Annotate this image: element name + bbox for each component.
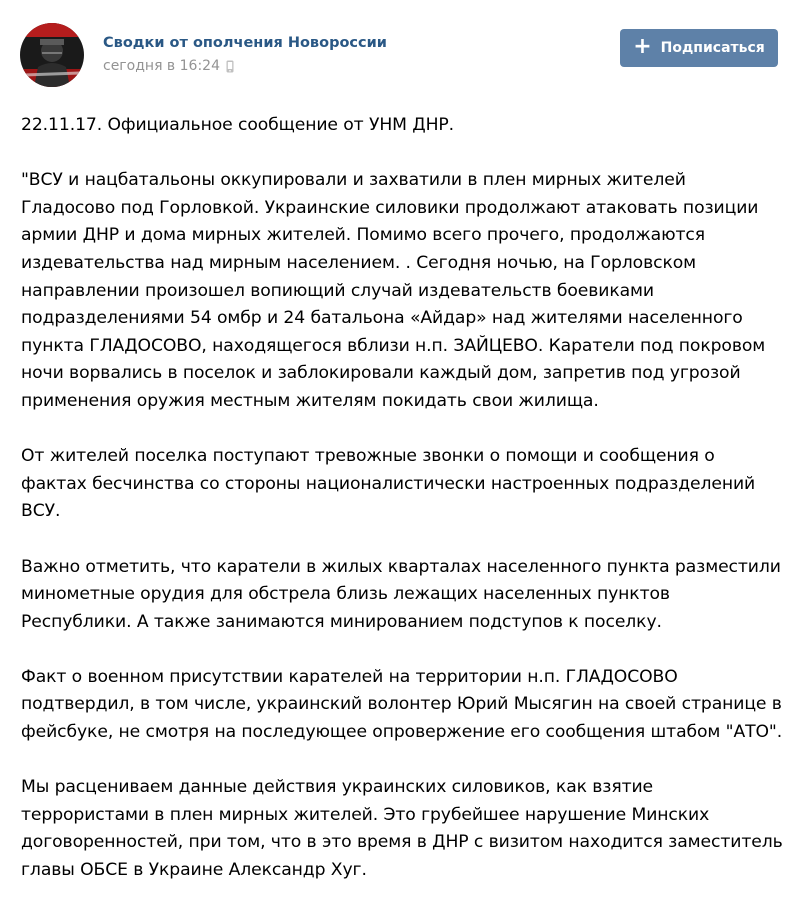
post-meta — [103, 58, 234, 74]
post-text — [21, 112, 783, 912]
group-avatar-icon[interactable] — [20, 23, 84, 87]
subscribe-label: Подписаться — [660, 40, 765, 56]
post-paragraph: Важно отметить, что каратели в жилых кварталах населенного пункта разместили минометные орудия для обстрела близь лежащих населенных пунктов Республики. А также занимаются минированием подступов к поселку. — [21, 556, 781, 632]
post-time[interactable]: сегодня в 16:24 — [103, 58, 220, 74]
plus-icon: + — [633, 34, 652, 59]
post-paragraph: Факт о военном присутствии карателей на территории н.п. ГЛАДОСОВО подтвердил, в том числе, украинский волонтер Юрий Мысягин на своей странице в фейсбуке, не смотря на последующее опровержение его сообщения штабом "АТО". — [21, 666, 783, 743]
post-paragraph: Мы расцениваем данные действия украинских силовиков, как взятие террористами в плен мирных жителей. Это грубейшее нарушение Минских договоренностей, при том, что в это время в ДНР с визитом находится заместитель главы ОБСЕ в Украине Александр Хуг. — [21, 777, 783, 881]
author-name[interactable]: Сводки от ополчения Новороссии — [103, 35, 387, 51]
phone-icon — [226, 60, 234, 73]
post-paragraph-date: 22.11.17. Официальное сообщение от УНМ ДНР. — [21, 115, 455, 135]
post-paragraph: От жителей поселка поступают тревожные звонки о помощи и сообщения о фактах бесчинства со стороны националистически настроенных подразделений ВСУ. — [21, 446, 756, 522]
post-header — [0, 0, 797, 110]
post-paragraph: "ВСУ и нацбатальоны оккупировали и захватили в плен мирных жителей Гладосово под Горловкой. Украинские силовики продолжают атаковать позиции армии ДНР и дома мирных жителей. Помимо всего прочего, продолжаются издевательства над мирным населением. . Сегодня ночью, на Горловском направлении произошел вопиющий случай издевательств боевиками подразделениями 54 омбр и 24 батальона «Айдар» над жителями населенного пункта ГЛАДОСОВО, находящегося вблизи н.п. ЗАЙЦЕВО. Каратели под покровом ночи ворвались в поселок и заблокировали каждый дом, запретив под угрозой применения оружия местным жителям покидать свои жилища. — [21, 170, 766, 411]
subscribe-button[interactable] — [620, 29, 778, 67]
